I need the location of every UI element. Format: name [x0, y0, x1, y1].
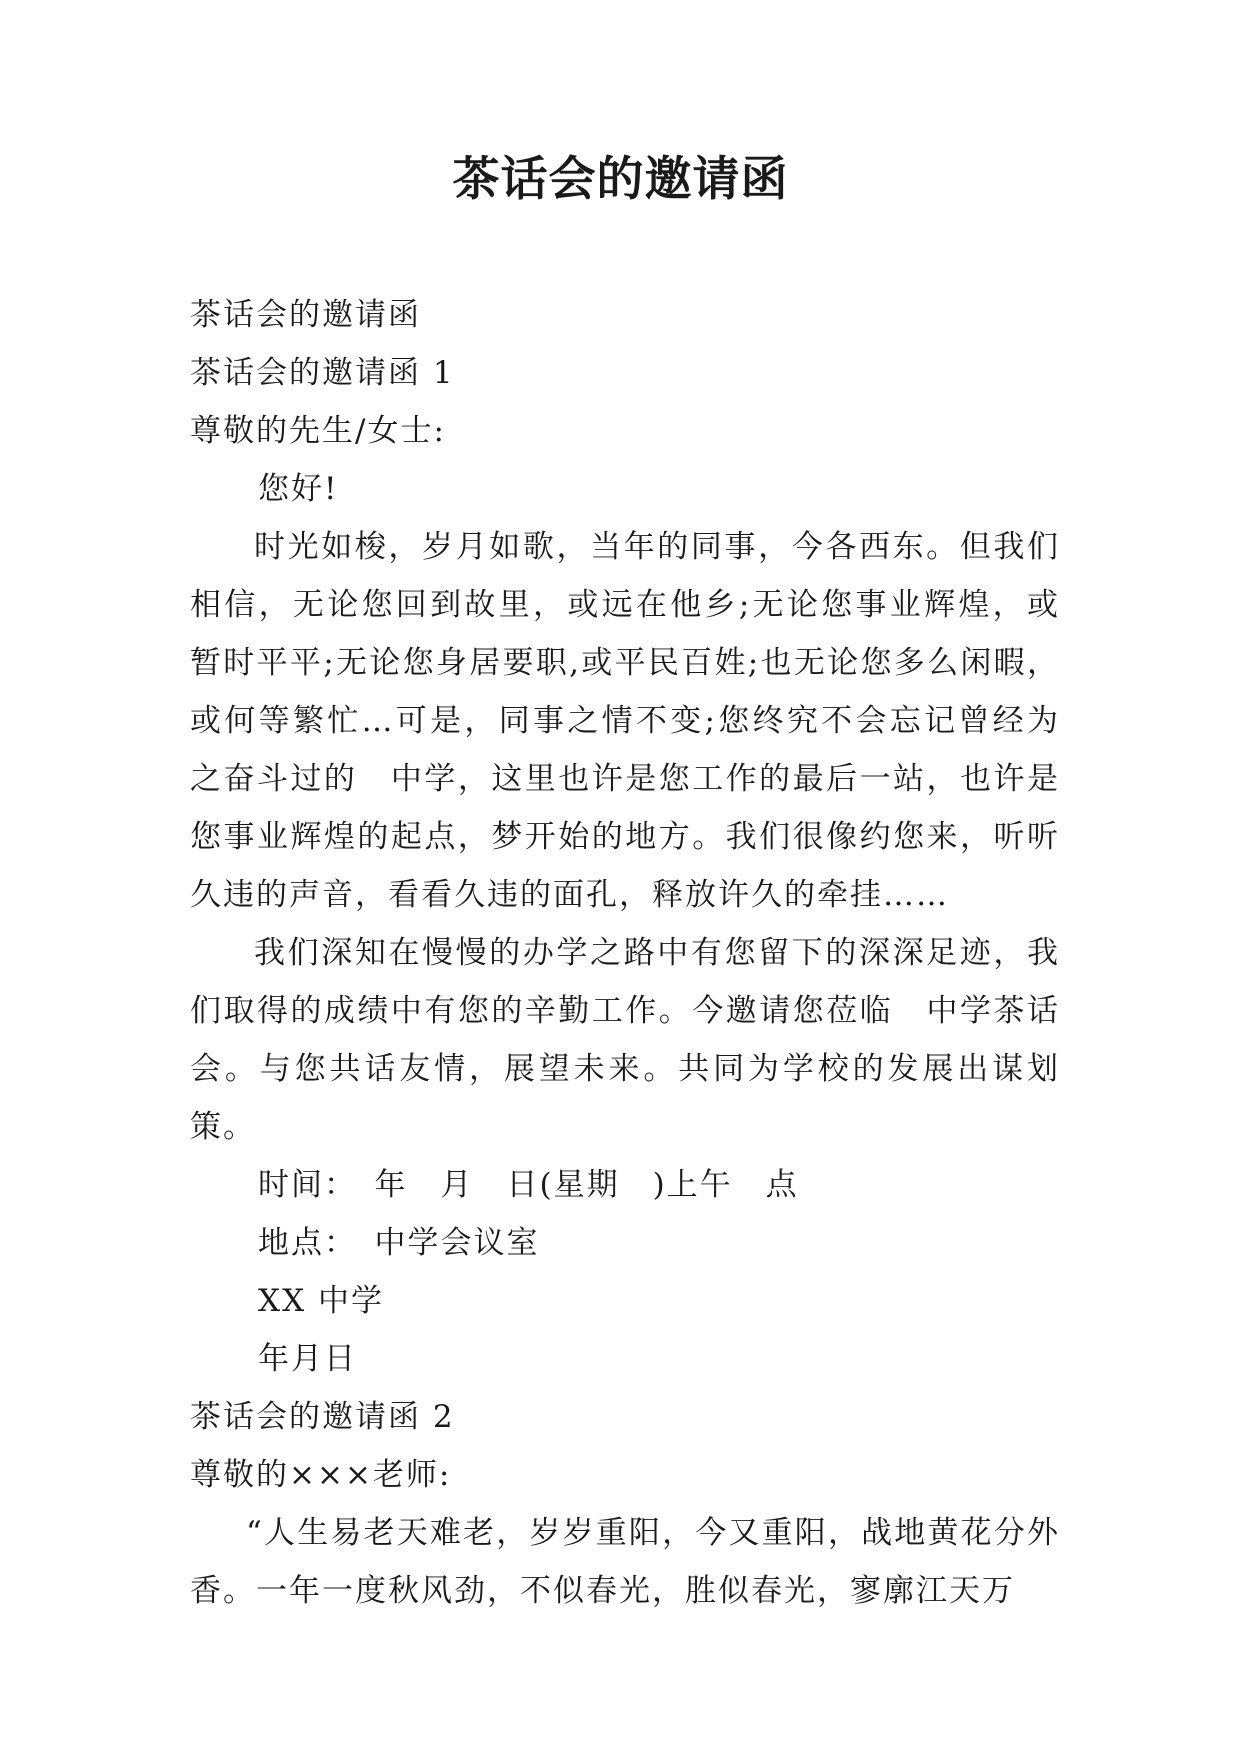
section1-paragraph-1: 时光如梭，岁月如歌，当年的同事，今各西东。但我们相信，无论您回到故里，或远在他乡;无论您事业辉煌，或暂时平平;无论您身居要职,或平民百姓;也无论您多么闲暇，或何等繁忙…可是，同事之情不变;您终究不会忘记曾经为之奋斗过的 中学，这里也许是您工作的最后一站，也许是您事业辉煌的起点，梦开始的地方。我们很像约您来，听听久违的声音，看看久违的面孔，释放许久的牵挂…… — [190, 529, 1060, 913]
section1-salutation: 尊敬的先生/女士: — [190, 413, 446, 449]
section2-paragraph-1: “人生易老天难老，岁岁重阳，今又重阳，战地黄花分外香。一年一度秋风劲，不似春光，胜似春光，寥廓江天万 — [190, 1515, 1060, 1609]
section2-salutation: 尊敬的×××老师: — [190, 1457, 452, 1493]
section1-location: 地点： 中学会议室 — [258, 1225, 540, 1261]
section1-heading: 茶话会的邀请函 1 — [190, 355, 455, 391]
intro-heading: 茶话会的邀请函 — [190, 297, 421, 333]
document-body — [190, 286, 1060, 1620]
section1-organizer: XX 中学 — [258, 1283, 384, 1319]
document-title: 茶话会的邀请函 — [452, 152, 789, 207]
section2-heading: 茶话会的邀请函 2 — [190, 1399, 455, 1435]
section1-paragraph-2: 我们深知在慢慢的办学之路中有您留下的深深足迹，我们取得的成绩中有您的辛勤工作。今邀请您莅临 中学茶话会。与您共话友情，展望未来。共同为学校的发展出谋划策。 — [190, 935, 1060, 1145]
section1-greeting: 您好! — [258, 471, 339, 507]
section1-time: 时间： 年 月 日(星期 )上午 点 — [258, 1167, 799, 1203]
section1-date: 年月日 — [258, 1341, 357, 1377]
